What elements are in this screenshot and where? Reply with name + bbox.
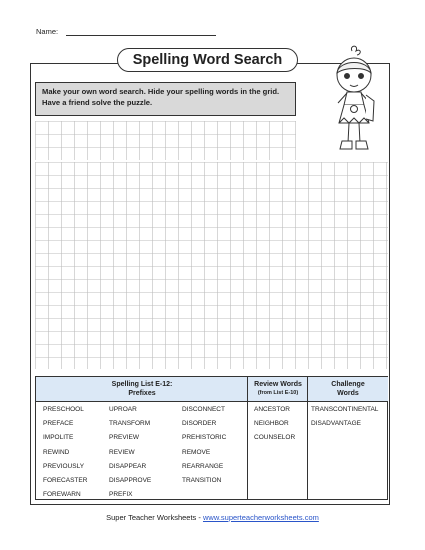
spelling-list-subtitle: Prefixes xyxy=(128,390,156,397)
word-search-grid-top[interactable] xyxy=(35,121,296,160)
footer-text: Super Teacher Worksheets - xyxy=(106,513,203,522)
word-item: DISADVANTAGE xyxy=(311,420,361,428)
word-item: PREVIEW xyxy=(109,434,139,442)
word-item: FORECASTER xyxy=(43,476,88,484)
spelling-words-column-2 xyxy=(109,406,151,505)
spelling-words-column-1 xyxy=(43,406,87,505)
word-item: FOREWARN xyxy=(43,491,81,499)
name-line[interactable] xyxy=(66,35,216,36)
review-words-subtitle: (from List E-10) xyxy=(257,390,299,396)
word-item: TRANSCONTINENTAL xyxy=(311,406,379,413)
name-label: Name: xyxy=(36,27,59,36)
review-words-title: Review Words xyxy=(254,381,302,388)
spelling-word-table xyxy=(35,376,388,500)
word-item: IMPOLITE xyxy=(43,434,74,442)
word-item: PRESCHOOL xyxy=(43,406,84,413)
word-item: TRANSITION xyxy=(182,476,222,484)
girl-mascot-illustration xyxy=(325,45,383,155)
instructions-box: Make your own word search. Hide your spelling words in the grid. Have a friend solve the puzzle. xyxy=(35,82,296,116)
challenge-words-title: Challenge xyxy=(331,381,365,388)
column-divider xyxy=(247,377,248,499)
review-words-heading xyxy=(248,377,308,402)
spelling-words-column-3 xyxy=(182,406,226,491)
footer xyxy=(0,513,425,522)
word-item: REVIEW xyxy=(109,448,135,456)
word-item: REMOVE xyxy=(182,448,211,456)
challenge-words-heading xyxy=(308,377,388,402)
word-item: REWIND xyxy=(43,448,70,456)
word-item: PREVIOUSLY xyxy=(43,462,85,470)
word-item: NEIGHBOR xyxy=(254,420,289,428)
word-item: DISAPPEAR xyxy=(109,462,147,470)
spelling-list-heading xyxy=(36,377,248,402)
challenge-words-subtitle: Words xyxy=(337,390,359,397)
column-divider xyxy=(307,377,308,499)
review-words-column xyxy=(254,406,295,449)
word-item: PREFACE xyxy=(43,420,74,428)
word-item: PREHISTORIC xyxy=(182,434,227,442)
word-item: UPROAR xyxy=(109,406,137,413)
word-search-grid-main[interactable] xyxy=(35,162,388,369)
spelling-list-title: Spelling List E-12: xyxy=(111,381,173,388)
challenge-words-column xyxy=(311,406,378,434)
worksheet-title: Spelling Word Search xyxy=(117,48,298,72)
word-item: REARRANGE xyxy=(182,462,224,470)
footer-link[interactable]: www.superteacherworksheets.com xyxy=(202,513,319,522)
word-item: TRANSFORM xyxy=(109,420,151,428)
word-item: DISORDER xyxy=(182,420,217,428)
word-item: COUNSELOR xyxy=(254,434,296,442)
word-item: DISCONNECT xyxy=(182,406,225,413)
word-item: DISAPPROVE xyxy=(109,476,152,484)
word-item: ANCESTOR xyxy=(254,406,290,413)
word-item: PREFIX xyxy=(109,491,133,499)
